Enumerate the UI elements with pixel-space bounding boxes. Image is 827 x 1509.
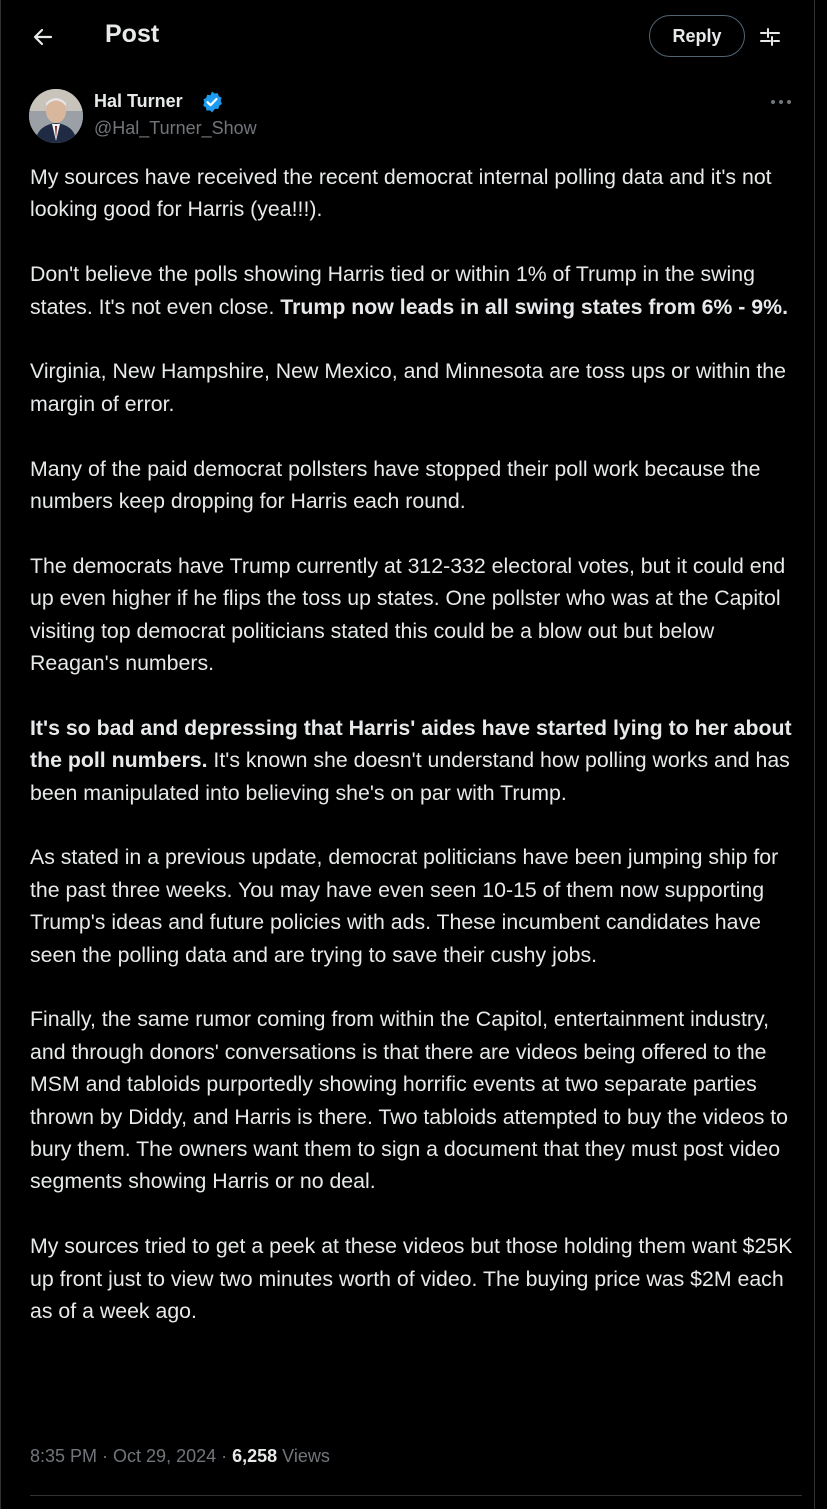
views-label: Views [277,1446,330,1466]
filter-button[interactable] [753,20,787,54]
post-text [30,161,802,1360]
views-count: 6,258 [232,1446,278,1466]
arrow-left-icon [31,25,55,49]
post-time[interactable]: 8:35 PM [30,1446,98,1466]
reply-button[interactable]: Reply [649,15,745,57]
post-meta: 8:35 PM · Oct 29, 2024 · 6,258 Views [30,1446,330,1466]
paragraph-3: Virginia, New Hampshire, New Mexico, and Minnesota are toss ups or within the margin of error. [30,359,786,416]
paragraph-1: My sources have received the recent democrat internal polling data and it's not looking good for Harris (yea!!!). [30,165,772,222]
paragraph-6: It's so bad and depressing that Harris' aides have started lying to her about the poll numbers. It's known she doesn't understand how polling works and has been manipulated into believing she's on par with Trump. [30,715,792,805]
more-dots-icon [770,99,792,105]
author-handle[interactable]: @Hal_Turner_Show [94,118,257,138]
paragraph-9: My sources tried to get a peek at these videos but those holding them want $25K up front just to view two minutes worth of video. The buying price was $2M each as of a week ago. [30,1234,793,1324]
avatar[interactable] [29,89,83,143]
back-button[interactable] [23,18,63,56]
top-bar [1,0,816,74]
divider [30,1495,802,1496]
verified-badge-icon [200,90,224,114]
paragraph-4: Many of the paid democrat pollsters have stopped their poll work because the numbers keep dropping for Harris each round. [30,456,761,514]
avatar-photo [29,89,83,143]
page-title: Post [105,20,160,48]
bold-text: It's so bad and depressing that Harris' aides have started lying to her about the poll numbers. [30,715,792,773]
bold-text: Trump now leads in all swing states from 6% - 9%. [280,294,788,319]
paragraph-7: As stated in a previous update, democrat politicians have been jumping ship for the past three weeks. You may have even seen 10-15 of them now supporting Trump's ideas and future policies with ads. These incumbent candidates have seen the polling data and are trying to save their cushy jobs. [30,845,779,967]
paragraph-5: The democrats have Trump currently at 312-332 electoral votes, but it could end up even higher if he flips the toss up states. One pollster who was at the Capitol visiting top democrat politicians stated this could be a blow out but below Reagan's numbers. [30,553,786,676]
more-options-button[interactable] [765,88,797,116]
paragraph-8: Finally, the same rumor coming from within the Capitol, entertainment industry, and through donors' conversations is that there are videos being offered to the MSM and tabloids purportedly showing horrific events at two separate parties thrown by Diddy, and Harris is there. Two tabloids attempted to buy the videos to bury them. The owners want them to sign a document that they must post video segments showing Harris or no deal. [30,1007,789,1194]
sliders-icon [758,25,782,49]
post-date[interactable]: Oct 29, 2024 [113,1446,217,1466]
paragraph-2: Don't believe the polls showing Harris tied or within 1% of Trump in the swing states. It's not even close. Trump now leads in all swing states from 6% - 9%. [30,262,788,319]
author-name[interactable]: Hal Turner [94,91,183,111]
